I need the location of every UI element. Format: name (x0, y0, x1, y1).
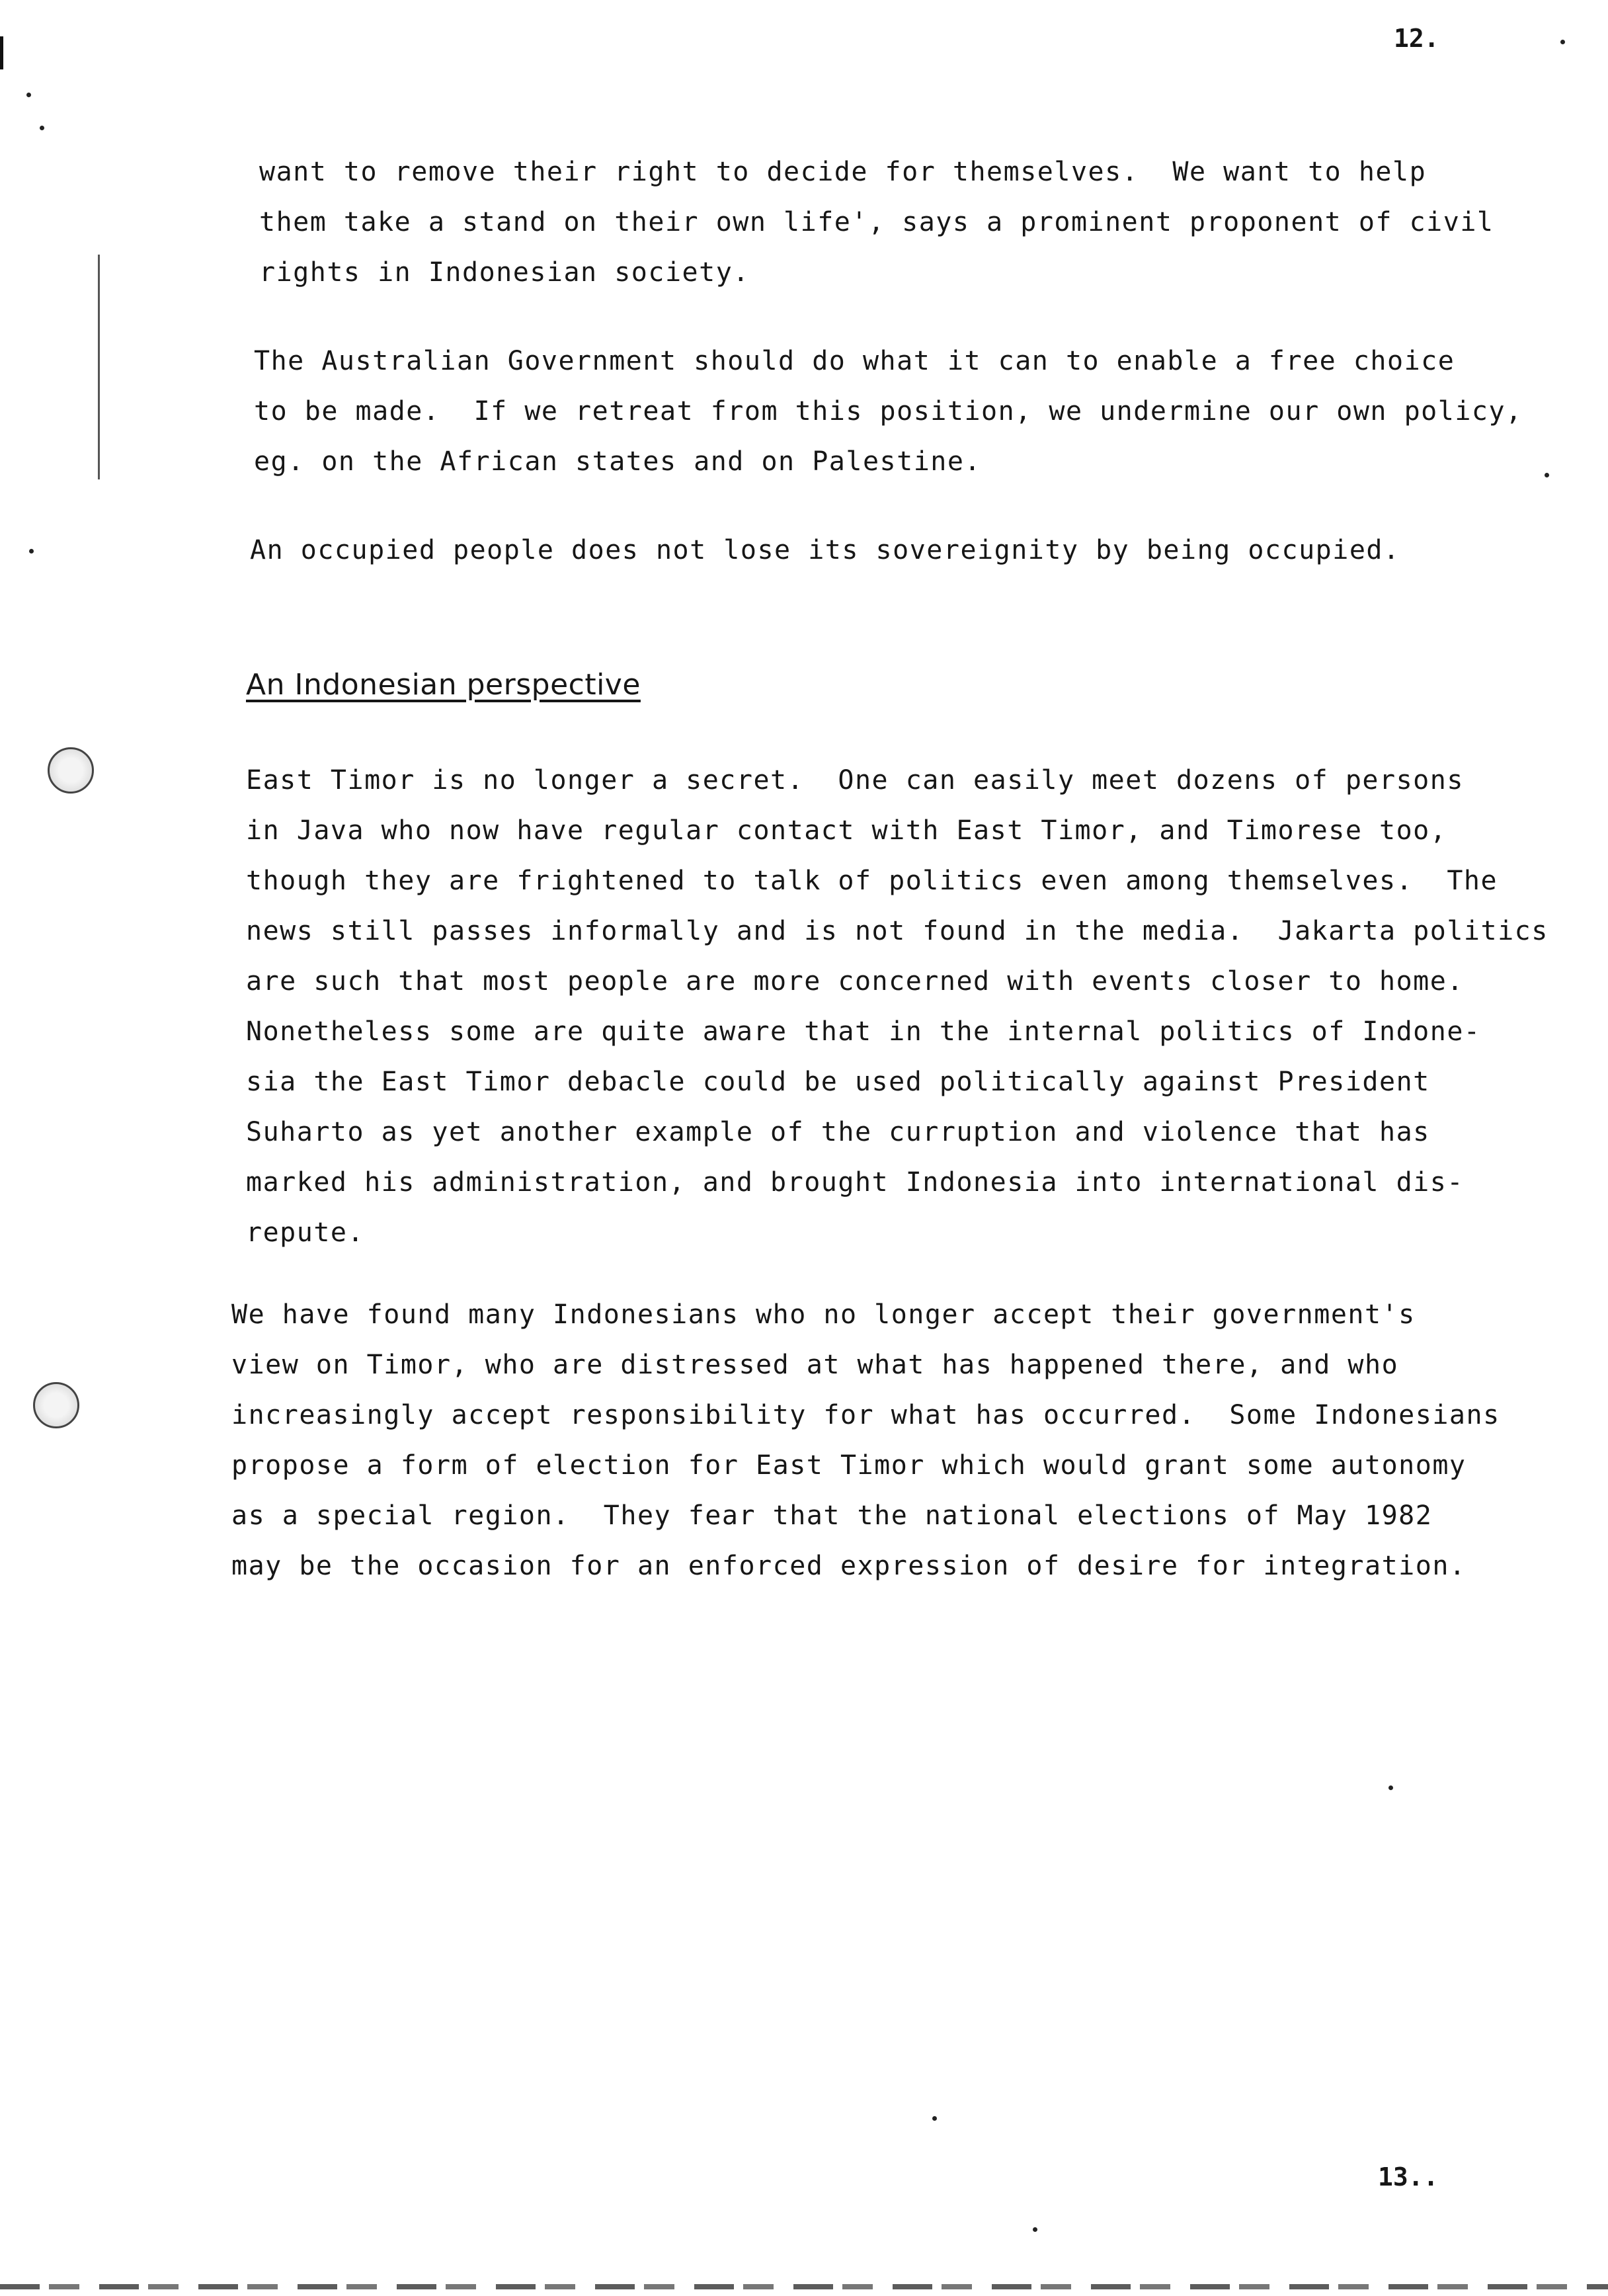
text-line: eg. on the African states and on Palestine. (254, 446, 982, 477)
text-line: in Java who now have regular contact with East Timor, and Timorese too, (246, 815, 1447, 846)
text-line: We have found many Indonesians who no longer accept their government's (231, 1299, 1416, 1330)
punch-hole (48, 747, 94, 794)
margin-mark (0, 36, 3, 69)
page-number-bottom: 13.. (1378, 2162, 1439, 2192)
text-line: view on Timor, who are distressed at what has happened there, and who (231, 1350, 1399, 1380)
scan-speck (932, 2116, 937, 2121)
text-line: increasingly accept responsibility for what has occurred. Some Indonesians (231, 1400, 1500, 1430)
paragraph-civil-rights (259, 147, 1601, 298)
paragraph-sovereignity (250, 525, 1592, 575)
scan-speck (1033, 2227, 1037, 2232)
scan-speck (1388, 1785, 1393, 1790)
paragraph-east-timor-secret (246, 755, 1588, 1258)
page-number-top: 12. (1394, 24, 1439, 53)
text-line: rights in Indonesian society. (259, 257, 750, 288)
scan-speck (40, 126, 44, 130)
text-line: An occupied people does not lose its sovereignity by being occupied. (250, 535, 1400, 565)
paragraph-australian-government (254, 336, 1596, 487)
text-line: though they are frightened to talk of politics even among themselves. The (246, 866, 1498, 896)
text-line: to be made. If we retreat from this position, we undermine our own policy, (254, 396, 1523, 427)
text-line: are such that most people are more concerned with events closer to home. (246, 966, 1464, 997)
punch-hole (33, 1382, 79, 1428)
scan-speck (1545, 473, 1549, 477)
scan-speck (1560, 40, 1565, 44)
scan-edge (0, 2284, 1608, 2289)
text-line: Nonetheless some are quite aware that in the internal politics of Indone- (246, 1016, 1481, 1047)
text-line: want to remove their right to decide for themselves. We want to help (259, 157, 1427, 187)
margin-mark (98, 255, 100, 479)
text-line: may be the occasion for an enforced expression of desire for integration. (231, 1551, 1467, 1581)
text-line: sia the East Timor debacle could be used politically against President (246, 1067, 1430, 1097)
paragraph-indonesians-view (231, 1290, 1574, 1591)
section-heading: An Indonesian perspective (246, 668, 641, 702)
text-line: as a special region. They fear that the national elections of May 1982 (231, 1500, 1433, 1531)
text-line: marked his administration, and brought Indonesia into international dis- (246, 1167, 1464, 1198)
scan-speck (29, 549, 34, 554)
text-line: them take a stand on their own life', says a prominent proponent of civil (259, 207, 1494, 237)
text-line: news still passes informally and is not found in the media. Jakarta politics (246, 916, 1548, 946)
text-line: Suharto as yet another example of the curruption and violence that has (246, 1117, 1430, 1147)
text-line: The Australian Government should do what it can to enable a free choice (254, 346, 1455, 376)
text-line: East Timor is no longer a secret. One can easily meet dozens of persons (246, 765, 1464, 796)
scan-speck (26, 93, 31, 97)
text-line: repute. (246, 1217, 365, 1248)
text-line: propose a form of election for East Timor which would grant some autonomy (231, 1450, 1467, 1481)
